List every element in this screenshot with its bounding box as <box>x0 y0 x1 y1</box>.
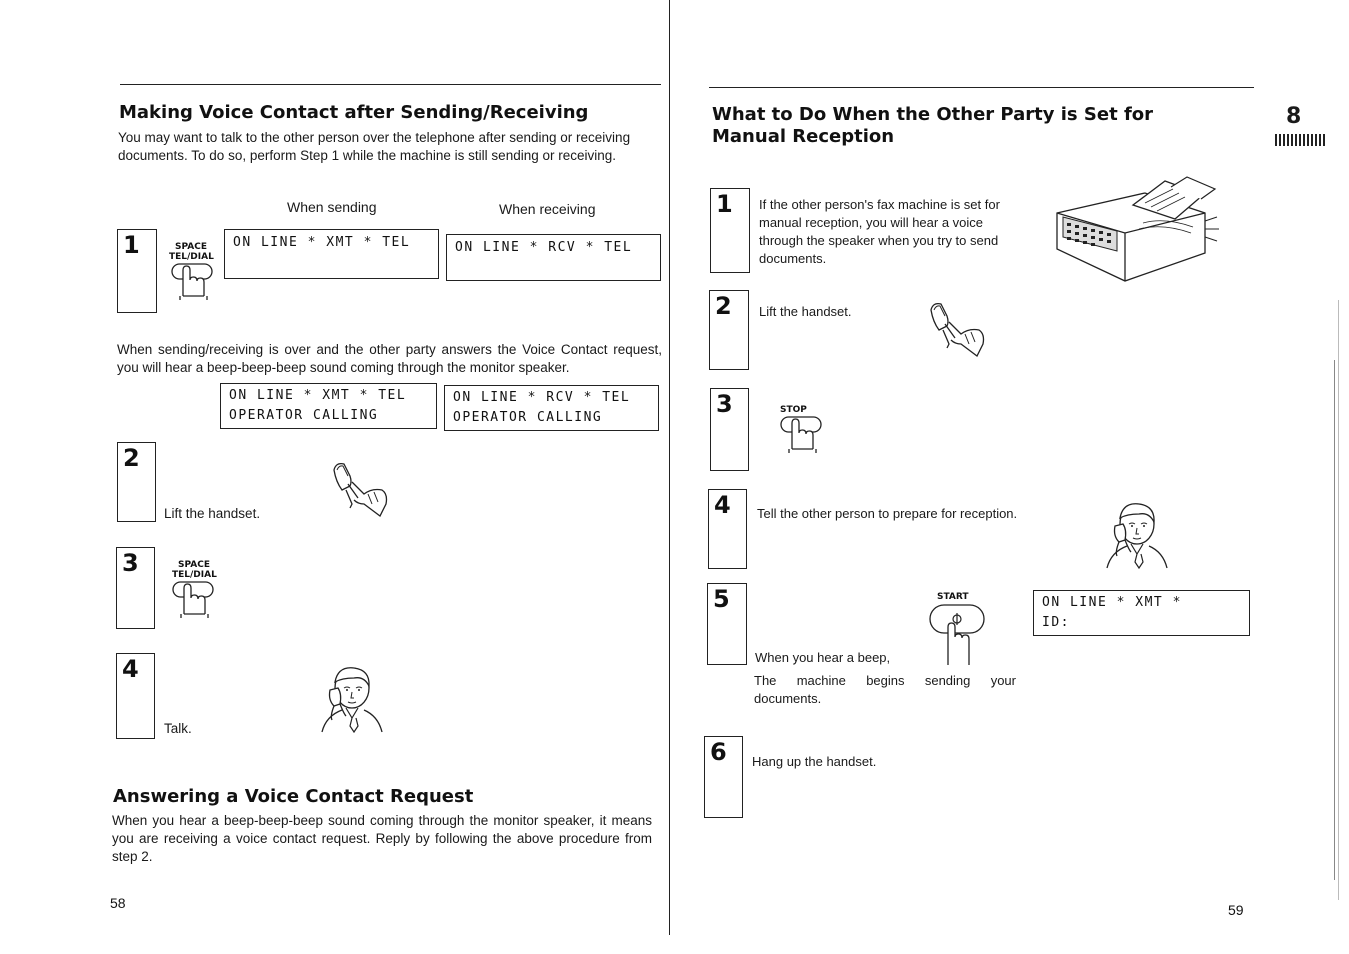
step-1-box <box>710 188 750 273</box>
step-5-text-sending: The machine begins sending your documents. <box>754 673 1016 706</box>
step-1-text: If the other person's fax machine is set for manual reception, you will hear a voice through the speaker when you try to send documents. <box>759 197 1000 266</box>
step-number: 5 <box>713 585 730 613</box>
section-intro: You may want to talk to the other person over the telephone after sending or receiving documents. To do so, perform Step 1 while the machine is still sending or receiving. <box>118 130 631 163</box>
step-number: 4 <box>714 491 731 519</box>
tel-dial-key-press-icon <box>170 580 220 630</box>
fax-machine-illustration <box>1055 173 1220 285</box>
step-1-box <box>117 229 157 313</box>
tel-dial-key-press-icon <box>169 262 219 312</box>
person-talking-on-phone-icon <box>1105 496 1175 576</box>
step-number: 1 <box>123 231 140 259</box>
hand-lifting-handset-icon <box>328 460 408 530</box>
hand-lifting-handset-icon <box>925 300 1005 370</box>
header-rule-right <box>709 87 1254 88</box>
section-title-making-voice-contact: Making Voice Contact after Sending/Receiving <box>119 102 589 123</box>
lcd-sending-operator-calling: ON LINE * XMT * TEL OPERATOR CALLING <box>220 383 437 429</box>
start-key-press-icon <box>930 603 990 663</box>
section-answering-text: When you hear a beep-beep-beep sound coming through the monitor speaker, it means you are receiving a voice contact request. Reply by following the above procedure from step 2. <box>112 813 652 864</box>
step-4-text: Tell the other person to prepare for reception. <box>757 506 1018 521</box>
step-5-text-beep: When you hear a beep, <box>755 650 891 665</box>
label-when-receiving: When receiving <box>499 201 596 217</box>
lcd-receiving-operator-calling: ON LINE * RCV * TEL OPERATOR CALLING <box>444 385 659 431</box>
lcd-xmt-id: ON LINE * XMT * ID: <box>1033 590 1250 636</box>
step-6-text: Hang up the handset. <box>752 754 877 769</box>
step-2-box <box>117 442 156 522</box>
step-5-box <box>707 583 747 665</box>
step-number: 1 <box>716 190 733 218</box>
lcd-when-receiving: ON LINE * RCV * TEL <box>446 234 661 281</box>
page-number-right: 59 <box>1228 902 1244 918</box>
key-label-tel-dial: TEL/DIAL <box>172 570 217 580</box>
step-4-text: Talk. <box>164 721 192 736</box>
step-2-text: Lift the handset. <box>164 506 261 521</box>
chapter-thumb-tab <box>1275 134 1327 146</box>
step-number: 3 <box>122 549 139 577</box>
step-6-box <box>704 736 743 818</box>
step-4-box <box>116 653 155 739</box>
section-title-answering-voice-contact: Answering a Voice Contact Request <box>113 786 474 807</box>
step-3-box <box>710 388 749 471</box>
key-label-space: SPACE <box>175 242 207 252</box>
step-2-text: Lift the handset. <box>759 304 852 319</box>
scan-edge-line <box>1334 360 1335 880</box>
step-number: 2 <box>123 444 140 472</box>
lcd-when-sending: ON LINE * XMT * TEL <box>224 229 439 279</box>
key-label-space: SPACE <box>178 560 210 570</box>
step-2-box <box>709 290 749 370</box>
step-3-box <box>116 547 155 629</box>
label-when-sending: When sending <box>287 199 377 215</box>
step-number: 4 <box>122 655 139 683</box>
page-gutter <box>669 0 670 935</box>
step-number: 3 <box>716 390 733 418</box>
scan-edge-line <box>1338 300 1339 900</box>
key-label-stop: STOP <box>780 405 807 415</box>
section-title-manual-reception: What to Do When the Other Party is Set for Manual Reception <box>712 104 1154 147</box>
stop-key-press-icon <box>778 415 828 465</box>
chapter-number: 8 <box>1286 104 1302 129</box>
header-rule-left <box>120 84 661 85</box>
step-number: 2 <box>715 292 732 320</box>
page-number-left: 58 <box>110 895 126 911</box>
key-label-start: START <box>937 592 969 602</box>
after-sending-text: When sending/receiving is over and the other party answers the Voice Contact request, you will hear a beep-beep-beep sound coming through the monitor speaker. <box>117 342 662 375</box>
step-number: 6 <box>710 738 727 766</box>
step-4-box <box>708 489 747 569</box>
key-label-tel-dial: TEL/DIAL <box>169 252 214 262</box>
person-talking-on-phone-icon <box>320 660 390 740</box>
